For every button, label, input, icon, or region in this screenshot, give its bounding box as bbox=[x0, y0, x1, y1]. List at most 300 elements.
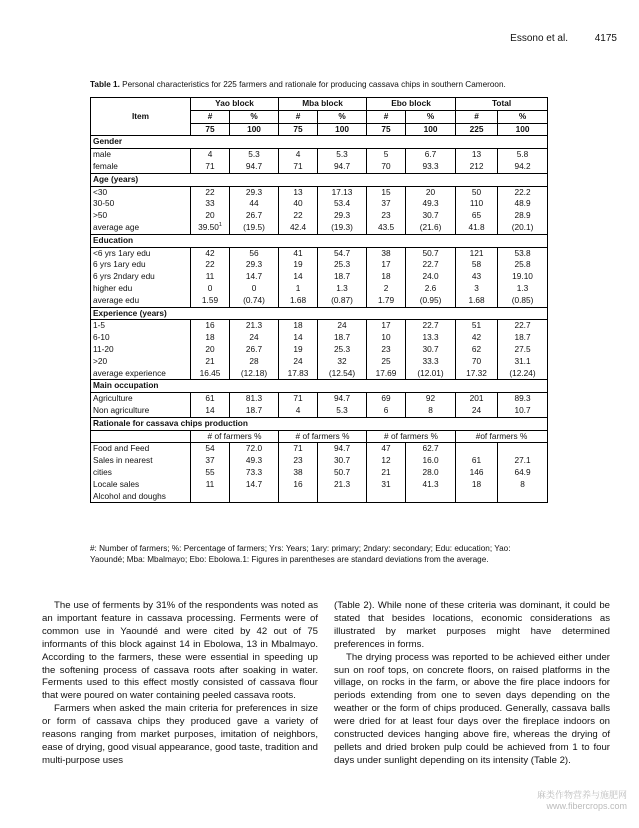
table-row bbox=[91, 467, 548, 479]
section-title: Experience (years) bbox=[91, 307, 548, 320]
data-cell bbox=[230, 332, 279, 344]
cell-value: 29.3 bbox=[245, 259, 263, 270]
cell-value: 11 bbox=[205, 271, 215, 282]
data-cell bbox=[230, 405, 279, 417]
cell-value: 17.83 bbox=[287, 367, 309, 378]
cell-value: 10 bbox=[381, 332, 391, 343]
table-row bbox=[91, 479, 548, 491]
cell-value: 6.7 bbox=[424, 149, 437, 160]
cell-value: 27.5 bbox=[514, 343, 531, 354]
body-column-left bbox=[42, 600, 318, 768]
cell-value: 40 bbox=[293, 198, 303, 209]
cell-value: 5.3 bbox=[336, 404, 348, 415]
data-cell: 31 bbox=[367, 479, 406, 491]
table-row bbox=[91, 161, 548, 173]
subheader-percent: % bbox=[318, 110, 367, 123]
data-cell bbox=[498, 443, 548, 455]
cell-value: 22.7 bbox=[422, 259, 439, 270]
cell-value: 25.3 bbox=[333, 259, 351, 270]
cell-value: 1.79 bbox=[377, 294, 395, 305]
cell-value: (0.74) bbox=[243, 294, 265, 305]
cell-value: 26.7 bbox=[245, 210, 263, 221]
data-cell: 18 bbox=[456, 479, 498, 491]
group-header: Yao block bbox=[191, 98, 279, 111]
cell-value: 29.3 bbox=[245, 186, 263, 197]
cell-value: 58 bbox=[471, 259, 482, 270]
cell-value: 41 bbox=[293, 247, 303, 258]
data-cell bbox=[191, 222, 230, 234]
row-label: 6 yrs 2ndary edu bbox=[91, 271, 191, 283]
table-label: Table 1. bbox=[90, 80, 120, 89]
cell-value: 22.2 bbox=[514, 186, 531, 197]
data-cell bbox=[191, 356, 230, 368]
row-label: Non agriculture bbox=[91, 405, 191, 417]
cell-value: 121 bbox=[469, 247, 484, 258]
data-cell: 30.7 bbox=[318, 455, 367, 467]
cell-value: 19 bbox=[293, 259, 303, 270]
cell-value: 14 bbox=[293, 332, 303, 343]
cell-value: 17 bbox=[381, 320, 391, 331]
data-cell: 16 bbox=[279, 479, 318, 491]
data-cell bbox=[279, 283, 318, 295]
cell-value: 24.0 bbox=[422, 271, 439, 282]
total-cell: 100 bbox=[318, 123, 367, 136]
cell-value: 17.69 bbox=[375, 367, 397, 378]
cell-value: 33 bbox=[205, 198, 215, 209]
cell-value: 48.9 bbox=[514, 198, 531, 209]
data-cell bbox=[406, 356, 456, 368]
cell-value: 2 bbox=[383, 282, 389, 293]
data-cell bbox=[456, 295, 498, 307]
data-cell bbox=[456, 198, 498, 210]
cell-value: 42.4 bbox=[289, 221, 307, 232]
cell-value: 56 bbox=[249, 247, 259, 258]
data-cell: 61 bbox=[456, 455, 498, 467]
data-cell bbox=[279, 161, 318, 173]
row-label: Locale sales bbox=[91, 479, 191, 491]
cell-value: 94.7 bbox=[245, 160, 263, 171]
data-cell bbox=[230, 271, 279, 283]
row-label: higher edu bbox=[91, 283, 191, 295]
cell-value: 18.7 bbox=[333, 271, 351, 282]
total-cell: 100 bbox=[406, 123, 456, 136]
cell-value: (21.6) bbox=[419, 221, 442, 232]
data-cell: 72.0 bbox=[230, 443, 279, 455]
data-cell: 21.3 bbox=[318, 479, 367, 491]
data-cell bbox=[456, 210, 498, 222]
cell-value: 70 bbox=[381, 160, 391, 171]
running-head bbox=[510, 33, 617, 44]
cell-value: 25.3 bbox=[333, 343, 351, 354]
data-cell: 54 bbox=[191, 443, 230, 455]
data-cell: 55 bbox=[191, 467, 230, 479]
data-cell: 73.3 bbox=[230, 467, 279, 479]
table-row bbox=[91, 393, 548, 405]
cell-value: 94.7 bbox=[333, 393, 351, 404]
cell-value: 0 bbox=[251, 282, 257, 293]
cell-value: 23 bbox=[381, 343, 391, 354]
row-label: 30-50 bbox=[91, 198, 191, 210]
cell-value: 93.3 bbox=[422, 160, 439, 171]
cell-value: 25.8 bbox=[514, 259, 531, 270]
cell-value: 22 bbox=[293, 210, 303, 221]
data-cell bbox=[191, 295, 230, 307]
data-cell bbox=[498, 344, 548, 356]
row-label: Sales in nearest bbox=[91, 455, 191, 467]
table-footnote: #: Number of farmers; %: Percentage of farmers; Yrs: Years; 1ary: primary; 2ndary: secondary; Edu: education; Yao: Yaoundé; Mba: Mbalmayo; Ebo: Ebolowa.1: Figures in parentheses are standard deviations from the average. bbox=[90, 544, 511, 564]
data-cell bbox=[279, 491, 318, 503]
cell-value: 5.3 bbox=[336, 149, 348, 160]
cell-value: (0.85) bbox=[511, 294, 534, 305]
data-cell bbox=[318, 368, 367, 380]
watermark bbox=[537, 790, 627, 812]
body-column-right bbox=[334, 600, 610, 768]
data-cell bbox=[498, 320, 548, 332]
data-cell bbox=[406, 210, 456, 222]
data-cell bbox=[191, 320, 230, 332]
table-row bbox=[91, 149, 548, 161]
table-row bbox=[91, 368, 548, 380]
data-cell bbox=[367, 368, 406, 380]
watermark-url: www.fibercrops.com bbox=[546, 801, 627, 811]
data-cell bbox=[367, 283, 406, 295]
data-cell bbox=[279, 222, 318, 234]
rationale-subheader: # of farmers % bbox=[191, 430, 279, 443]
data-cell bbox=[279, 247, 318, 259]
table-row bbox=[91, 186, 548, 198]
cell-value: 18 bbox=[205, 332, 215, 343]
cell-value: 43.5 bbox=[377, 221, 395, 232]
cell-value: 3 bbox=[474, 282, 479, 293]
table-row bbox=[91, 198, 548, 210]
body-paragraph: The drying process was reported to be achieved either under sun on roof tops, on concrete floors, on raised platforms in the village, on rocks in the farm, or above the fire place indoors for periods extending from one to seven days depending on the weather or the form of chips produced. Generally, cassava balls were dried for at least four days over the fireplace indoors on constructed devices hanging above fire, whereas the drying of pellets and dried broken pulp could be achieved from 1 to four days under sunlight depending on its intensity (Table 2). bbox=[334, 651, 610, 766]
data-cell bbox=[279, 393, 318, 405]
data-cell bbox=[498, 259, 548, 271]
cell-value: 2.6 bbox=[424, 282, 437, 293]
data-cell bbox=[498, 295, 548, 307]
body-paragraph: Farmers when asked the main criteria for preferences in size or form of cassava chips they produced gave a variety of reasons ranging from market purposes, imitation of neighbors, ease of drying, good visual appearance, good taste, tradition and multi-purpose uses bbox=[42, 703, 318, 766]
subheader-percent: % bbox=[498, 110, 548, 123]
row-label: Agriculture bbox=[91, 393, 191, 405]
cell-value: 42 bbox=[205, 247, 215, 258]
data-cell bbox=[318, 149, 367, 161]
data-cell bbox=[498, 393, 548, 405]
table-row bbox=[91, 271, 548, 283]
cell-value: 1.3 bbox=[336, 282, 348, 293]
row-label: <30 bbox=[91, 186, 191, 198]
cell-value: 1 bbox=[295, 282, 301, 293]
data-cell bbox=[406, 283, 456, 295]
data-cell bbox=[279, 332, 318, 344]
row-label: average edu bbox=[91, 295, 191, 307]
group-header: Mba block bbox=[279, 98, 367, 111]
cell-value: 16 bbox=[205, 320, 215, 331]
cell-value: 28 bbox=[249, 355, 259, 366]
data-cell bbox=[498, 186, 548, 198]
cell-value: (0.95) bbox=[419, 294, 442, 305]
data-cell bbox=[318, 186, 367, 198]
row-label: Alcohol and doughs bbox=[91, 491, 191, 503]
data-cell bbox=[191, 186, 230, 198]
cell-value: 22.7 bbox=[514, 320, 531, 331]
cell-value: 49.3 bbox=[422, 198, 439, 209]
table-row bbox=[91, 491, 548, 503]
data-cell bbox=[191, 271, 230, 283]
data-cell bbox=[367, 161, 406, 173]
data-cell: 62.7 bbox=[406, 443, 456, 455]
data-cell bbox=[456, 356, 498, 368]
data-cell bbox=[318, 259, 367, 271]
cell-value: 25 bbox=[381, 355, 391, 366]
data-cell bbox=[230, 393, 279, 405]
data-cell bbox=[367, 210, 406, 222]
cell-value: 39.50 bbox=[198, 221, 219, 232]
data-cell bbox=[456, 259, 498, 271]
subheader-count: # bbox=[279, 110, 318, 123]
data-cell bbox=[191, 198, 230, 210]
table-row bbox=[91, 247, 548, 259]
cell-value: 19.10 bbox=[512, 271, 533, 282]
cell-value: (19.5) bbox=[243, 221, 265, 232]
row-label: average age bbox=[91, 222, 191, 234]
data-cell bbox=[498, 271, 548, 283]
body-paragraph: The use of ferments by 31% of the respondents was noted as an important feature in cassava processing. Ferments were of common use in Yaoundé and were cited by 42 out of 75 informants of this block against 14 in Ebolowa, 13 in Mbalmayo. According to the farmers, these were essential in speeding up the softening process of cassava roots after soaking in water. Ferments used to this effect mostly consisted of cassava flour that were poured on water containing peeled cassava roots. bbox=[42, 600, 318, 702]
cell-value: (12.01) bbox=[417, 367, 444, 378]
table-row bbox=[91, 222, 548, 234]
total-cell: 75 bbox=[367, 123, 406, 136]
table-caption-text: Personal characteristics for 225 farmers and rationale for producing cassava chips in southern Cameroon. bbox=[122, 80, 506, 89]
data-cell: 27.1 bbox=[498, 455, 548, 467]
data-cell bbox=[318, 393, 367, 405]
row-label: 1-5 bbox=[91, 320, 191, 332]
cell-value: 20 bbox=[205, 343, 215, 354]
table-row bbox=[91, 332, 548, 344]
cell-value: 13 bbox=[293, 186, 303, 197]
data-cell bbox=[367, 295, 406, 307]
cell-value: 94.7 bbox=[333, 160, 351, 171]
row-label: female bbox=[91, 161, 191, 173]
cell-value: (19.3) bbox=[331, 221, 353, 232]
total-cell: 100 bbox=[498, 123, 548, 136]
data-cell bbox=[367, 405, 406, 417]
data-cell bbox=[318, 222, 367, 234]
section-title: Education bbox=[91, 234, 548, 247]
data-cell bbox=[191, 368, 230, 380]
cell-value: 30.7 bbox=[422, 343, 439, 354]
cell-value: 1.68 bbox=[289, 294, 307, 305]
data-cell bbox=[367, 186, 406, 198]
cell-value: 18.7 bbox=[245, 404, 263, 415]
cell-value: 0 bbox=[207, 282, 213, 293]
page-number: 4175 bbox=[594, 33, 617, 44]
data-cell bbox=[191, 393, 230, 405]
cell-value: 8 bbox=[428, 404, 433, 415]
data-cell bbox=[456, 405, 498, 417]
data-cell: 50.7 bbox=[318, 467, 367, 479]
data-cell bbox=[318, 161, 367, 173]
section-row bbox=[91, 173, 548, 186]
data-cell: 11 bbox=[191, 479, 230, 491]
cell-value: (0.87) bbox=[331, 294, 353, 305]
data-cell bbox=[230, 259, 279, 271]
row-label: >20 bbox=[91, 356, 191, 368]
data-cell bbox=[230, 295, 279, 307]
rationale-subheader-row bbox=[91, 430, 548, 443]
cell-value: 18.7 bbox=[333, 332, 351, 343]
data-cell bbox=[318, 295, 367, 307]
row-label: <6 yrs 1ary edu bbox=[91, 247, 191, 259]
body-paragraph: (Table 2). While none of these criteria was dominant, it could be stated that besides locations, economic considerations as illustrated by market purposes might have determined preferences in forms. bbox=[334, 600, 610, 650]
data-cell bbox=[456, 491, 498, 503]
data-cell bbox=[367, 271, 406, 283]
data-cell bbox=[498, 149, 548, 161]
cell-value: 24 bbox=[249, 332, 259, 343]
data-cell bbox=[279, 198, 318, 210]
section-row bbox=[91, 136, 548, 149]
running-head-authors: Essono et al. bbox=[510, 33, 568, 44]
data-cell bbox=[498, 368, 548, 380]
data-cell bbox=[406, 161, 456, 173]
data-cell bbox=[279, 259, 318, 271]
data-cell bbox=[191, 491, 230, 503]
cell-value: 18.7 bbox=[514, 332, 531, 343]
data-cell bbox=[279, 405, 318, 417]
section-row bbox=[91, 234, 548, 247]
data-cell bbox=[456, 186, 498, 198]
data-cell bbox=[279, 210, 318, 222]
table-header-row bbox=[91, 98, 548, 111]
row-label: >50 bbox=[91, 210, 191, 222]
subheader-count: # bbox=[456, 110, 498, 123]
group-header: Total bbox=[456, 98, 548, 111]
data-cell: 8 bbox=[498, 479, 548, 491]
cell-value: 14.7 bbox=[245, 271, 263, 282]
subheader-percent: % bbox=[230, 110, 279, 123]
cell-value: 30.7 bbox=[422, 210, 439, 221]
table-row bbox=[91, 443, 548, 455]
cell-value: 4 bbox=[295, 404, 301, 415]
data-cell bbox=[318, 320, 367, 332]
cell-value: 5 bbox=[383, 149, 389, 160]
cell-value: 212 bbox=[469, 160, 484, 171]
data-cell bbox=[318, 210, 367, 222]
cell-value: 71 bbox=[293, 393, 303, 404]
data-cell bbox=[191, 405, 230, 417]
cell-value: 24 bbox=[337, 320, 347, 331]
data-cell bbox=[406, 332, 456, 344]
data-cell bbox=[230, 356, 279, 368]
cell-value: 1.3 bbox=[516, 282, 529, 293]
data-cell bbox=[406, 198, 456, 210]
data-cell bbox=[318, 356, 367, 368]
cell-value: 24 bbox=[293, 355, 303, 366]
cell-value: 14 bbox=[205, 404, 215, 415]
table-row bbox=[91, 295, 548, 307]
data-cell bbox=[279, 356, 318, 368]
cell-value: 19 bbox=[293, 343, 303, 354]
item-header: Item bbox=[91, 98, 191, 136]
cell-value: 70 bbox=[471, 355, 482, 366]
cell-value: 13.3 bbox=[422, 332, 439, 343]
cell-value: 17.32 bbox=[466, 367, 487, 378]
cell-value: 22.7 bbox=[422, 320, 439, 331]
data-cell: 23 bbox=[279, 455, 318, 467]
cell-value: 81.3 bbox=[245, 393, 263, 404]
cell-value: 17.13 bbox=[331, 186, 353, 197]
data-cell bbox=[318, 491, 367, 503]
cell-value: 22 bbox=[205, 259, 215, 270]
data-cell bbox=[279, 186, 318, 198]
data-cell bbox=[367, 344, 406, 356]
data-cell bbox=[456, 332, 498, 344]
section-row bbox=[91, 417, 548, 430]
cell-value: (20.1) bbox=[511, 221, 534, 232]
data-cell bbox=[456, 393, 498, 405]
row-label: 6-10 bbox=[91, 332, 191, 344]
data-cell bbox=[498, 491, 548, 503]
cell-value: 21.3 bbox=[245, 320, 263, 331]
rationale-subheader: #of farmers % bbox=[456, 430, 548, 443]
data-cell bbox=[498, 247, 548, 259]
cell-value: 16.45 bbox=[199, 367, 221, 378]
cell-value: 5.8 bbox=[516, 149, 529, 160]
cell-value: 5.3 bbox=[248, 149, 260, 160]
table-row bbox=[91, 455, 548, 467]
footnote-marker: 1 bbox=[218, 222, 222, 229]
cell-value: 24 bbox=[471, 404, 482, 415]
data-cell bbox=[498, 161, 548, 173]
rationale-subheader: # of farmers % bbox=[367, 430, 456, 443]
data-cell bbox=[318, 271, 367, 283]
data-cell bbox=[456, 443, 498, 455]
data-cell bbox=[279, 368, 318, 380]
data-cell: 49.3 bbox=[230, 455, 279, 467]
data-cell bbox=[406, 186, 456, 198]
data-cell bbox=[367, 332, 406, 344]
cell-value: 33.3 bbox=[422, 355, 439, 366]
data-cell: 14.7 bbox=[230, 479, 279, 491]
data-cell bbox=[367, 247, 406, 259]
data-cell: 47 bbox=[367, 443, 406, 455]
data-cell bbox=[279, 149, 318, 161]
cell-value: 1.68 bbox=[468, 294, 485, 305]
data-cell bbox=[318, 198, 367, 210]
table-row bbox=[91, 356, 548, 368]
data-cell bbox=[406, 368, 456, 380]
cell-value: 22 bbox=[205, 186, 215, 197]
data-cell bbox=[318, 344, 367, 356]
cell-value: 41.8 bbox=[468, 221, 485, 232]
data-cell bbox=[230, 186, 279, 198]
data-cell bbox=[191, 161, 230, 173]
cell-value: 20 bbox=[205, 210, 215, 221]
data-cell bbox=[230, 247, 279, 259]
data-cell: 37 bbox=[191, 455, 230, 467]
data-cell bbox=[230, 210, 279, 222]
data-cell bbox=[230, 283, 279, 295]
data-cell bbox=[498, 332, 548, 344]
section-row bbox=[91, 307, 548, 320]
cell-value: 50 bbox=[471, 186, 482, 197]
data-cell bbox=[456, 344, 498, 356]
data-cell bbox=[191, 332, 230, 344]
data-cell bbox=[406, 320, 456, 332]
data-cell bbox=[318, 283, 367, 295]
data-cell bbox=[498, 283, 548, 295]
data-cell bbox=[456, 283, 498, 295]
data-cell bbox=[498, 222, 548, 234]
data-cell bbox=[456, 161, 498, 173]
